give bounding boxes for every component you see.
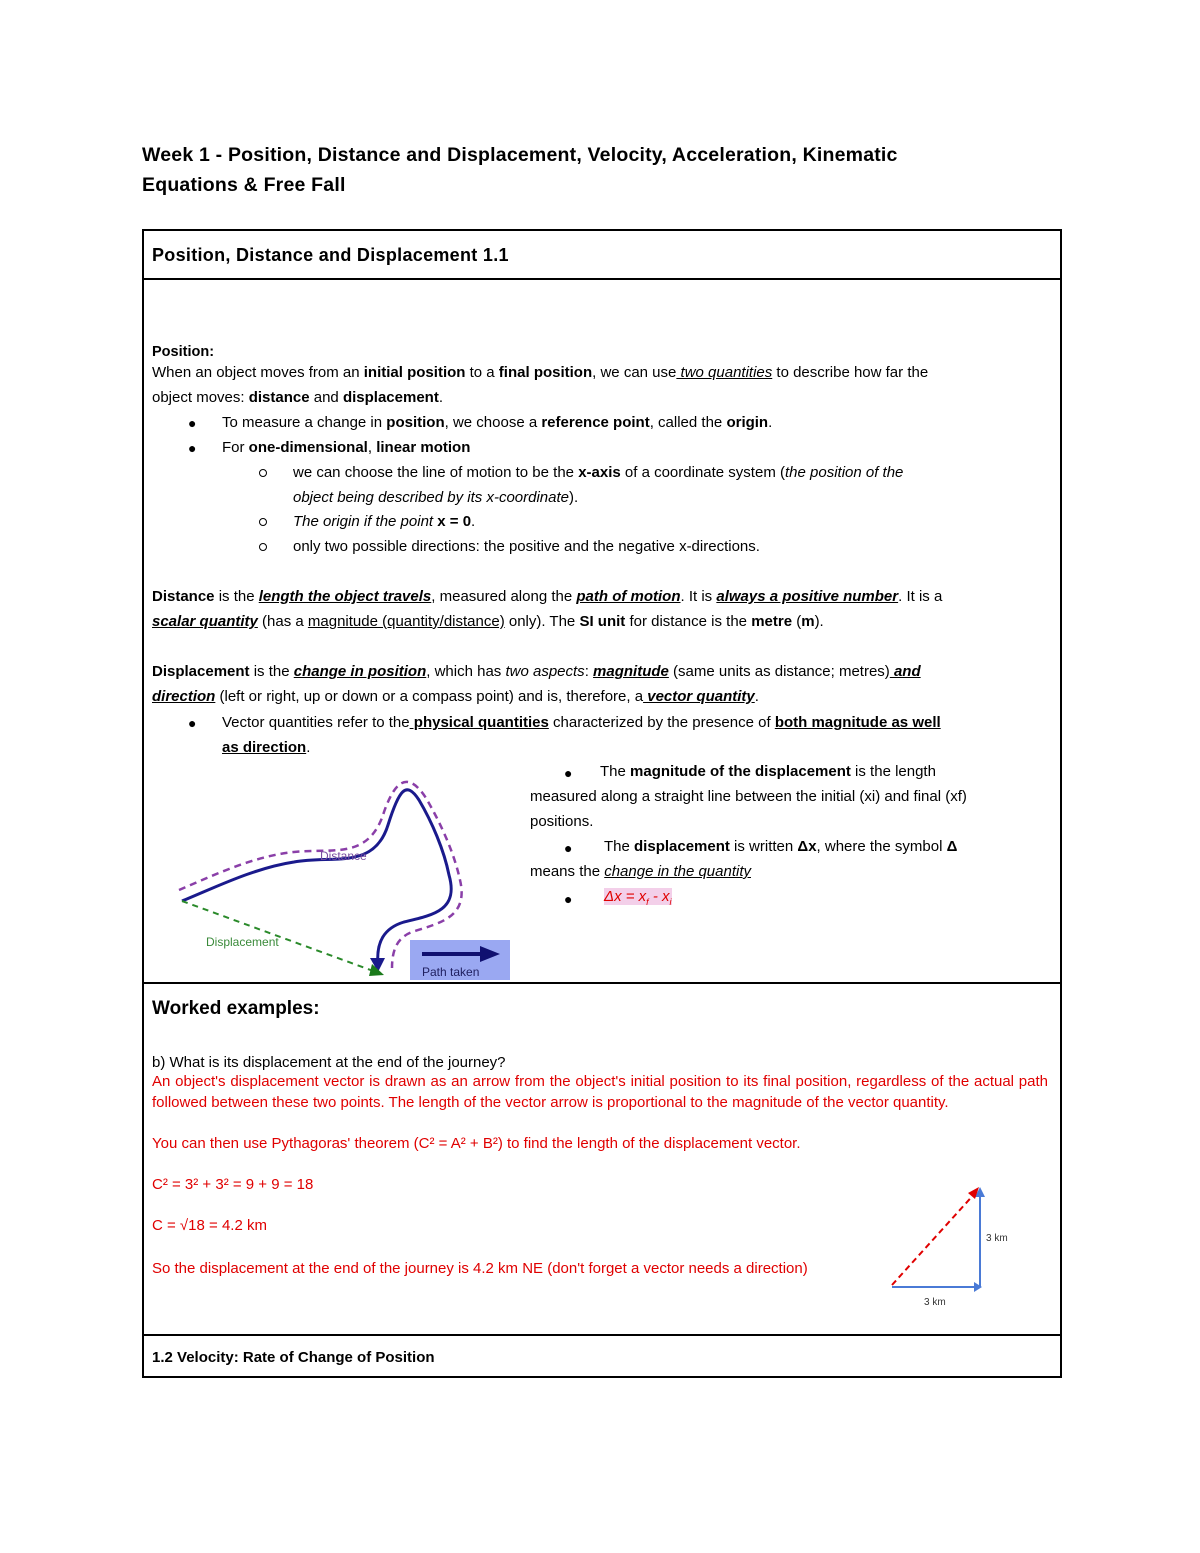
notes-table bbox=[142, 229, 1062, 1378]
sub-bullet-icon bbox=[259, 469, 267, 477]
page-title bbox=[142, 140, 1042, 200]
sub-bullet-icon bbox=[259, 543, 267, 551]
velocity-heading-cell bbox=[144, 1336, 1060, 1376]
pythagoras-text: You can then use Pythagoras' theorem (C² = A² + B²) to find the length of the displacement vector. bbox=[152, 1135, 801, 1152]
bullet-icon: ● bbox=[188, 715, 197, 731]
hypotenuse-line bbox=[892, 1191, 977, 1285]
section-heading: Position, Distance and Displacement 1.1 bbox=[152, 245, 509, 265]
bullet-icon: ● bbox=[564, 765, 573, 781]
displacement-paragraph: Displacement is the change in position, which has two aspects: magnitude (same units as distance; metres) and direction (left or right, up or down or a compass point) and is, therefore, a vector quantity. bbox=[152, 663, 921, 705]
sub-bullet-icon bbox=[259, 518, 267, 526]
question-text: b) What is its displacement at the end of the journey? bbox=[152, 1054, 506, 1071]
position-label: Position: bbox=[152, 344, 215, 360]
page-title-line-2: Equations & Free Fall bbox=[142, 174, 346, 196]
bullet-icon: ● bbox=[188, 415, 197, 431]
list-item: To measure a change in position, we choose a reference point, called the origin. bbox=[222, 414, 773, 431]
page-title-line-1: Week 1 - Position, Distance and Displacement, Velocity, Acceleration, Kinematic bbox=[142, 144, 898, 166]
equation-2: C = √18 = 4.2 km bbox=[152, 1217, 267, 1234]
displacement-formula: $\Delta x = x_f - x_i$ bbox=[604, 888, 672, 907]
bullet-icon: ● bbox=[564, 891, 573, 907]
position-content-cell bbox=[144, 280, 1060, 984]
delta-item: The displacement is written Δx, where the symbol Δ means the change in the quantity bbox=[530, 838, 958, 880]
displacement-label: Displacement bbox=[206, 935, 279, 949]
equation-1: C² = 3² + 3² = 9 + 9 = 18 bbox=[152, 1176, 314, 1193]
worked-examples-cell bbox=[144, 984, 1060, 1336]
triangle-diagram bbox=[882, 1179, 1032, 1314]
answer-paragraph: An object's displacement vector is drawn as an arrow from the object's initial position to its final position, regardless of the actual path followed between these two points. The length of the vector arrow is proportional to the magnitude of the vector quantity. bbox=[152, 1073, 1048, 1111]
velocity-heading: 1.2 Velocity: Rate of Change of Position bbox=[152, 1349, 435, 1366]
position-paragraph: When an object moves from an initial position to a final position, we can use two quantities to describe how far the object moves: distance and displacement. bbox=[152, 364, 929, 406]
bullet-icon: ● bbox=[188, 440, 197, 456]
side-label: 3 km bbox=[986, 1233, 1008, 1244]
worked-examples-heading: Worked examples: bbox=[152, 998, 320, 1019]
sub-list-item: only two possible directions: the positive and the negative x-directions. bbox=[293, 538, 760, 555]
sub-list-item: The origin if the point x = 0. bbox=[293, 513, 476, 530]
distance-label: Distance bbox=[320, 849, 367, 863]
section-heading-cell bbox=[144, 231, 1060, 280]
distance-paragraph: Distance is the length the object travels, measured along the path of motion. It is always a positive number. It is a scalar quantity (has a magnitude (quantity/distance) only). The SI unit for distance is the metre (m). bbox=[152, 588, 943, 630]
list-item: Vector quantities refer to the physical quantities characterized by the presence of both magnitude as well as direction. bbox=[222, 714, 941, 756]
bullet-icon: ● bbox=[564, 840, 573, 856]
magnitude-item: The magnitude of the displacement is the length measured along a straight line between the initial (xi) and final (xf) positions. bbox=[530, 763, 967, 830]
legend-label: Path taken bbox=[422, 965, 480, 979]
base-label: 3 km bbox=[924, 1297, 946, 1308]
list-item: For one-dimensional, linear motion bbox=[222, 439, 471, 456]
conclusion-text: So the displacement at the end of the journey is 4.2 km NE (don't forget a vector needs a direction) bbox=[152, 1260, 808, 1277]
distance-displacement-diagram bbox=[144, 760, 524, 980]
sub-list-item: we can choose the line of motion to be the x-axis of a coordinate system (the position of the object being described by its x-coordinate). bbox=[293, 464, 904, 506]
